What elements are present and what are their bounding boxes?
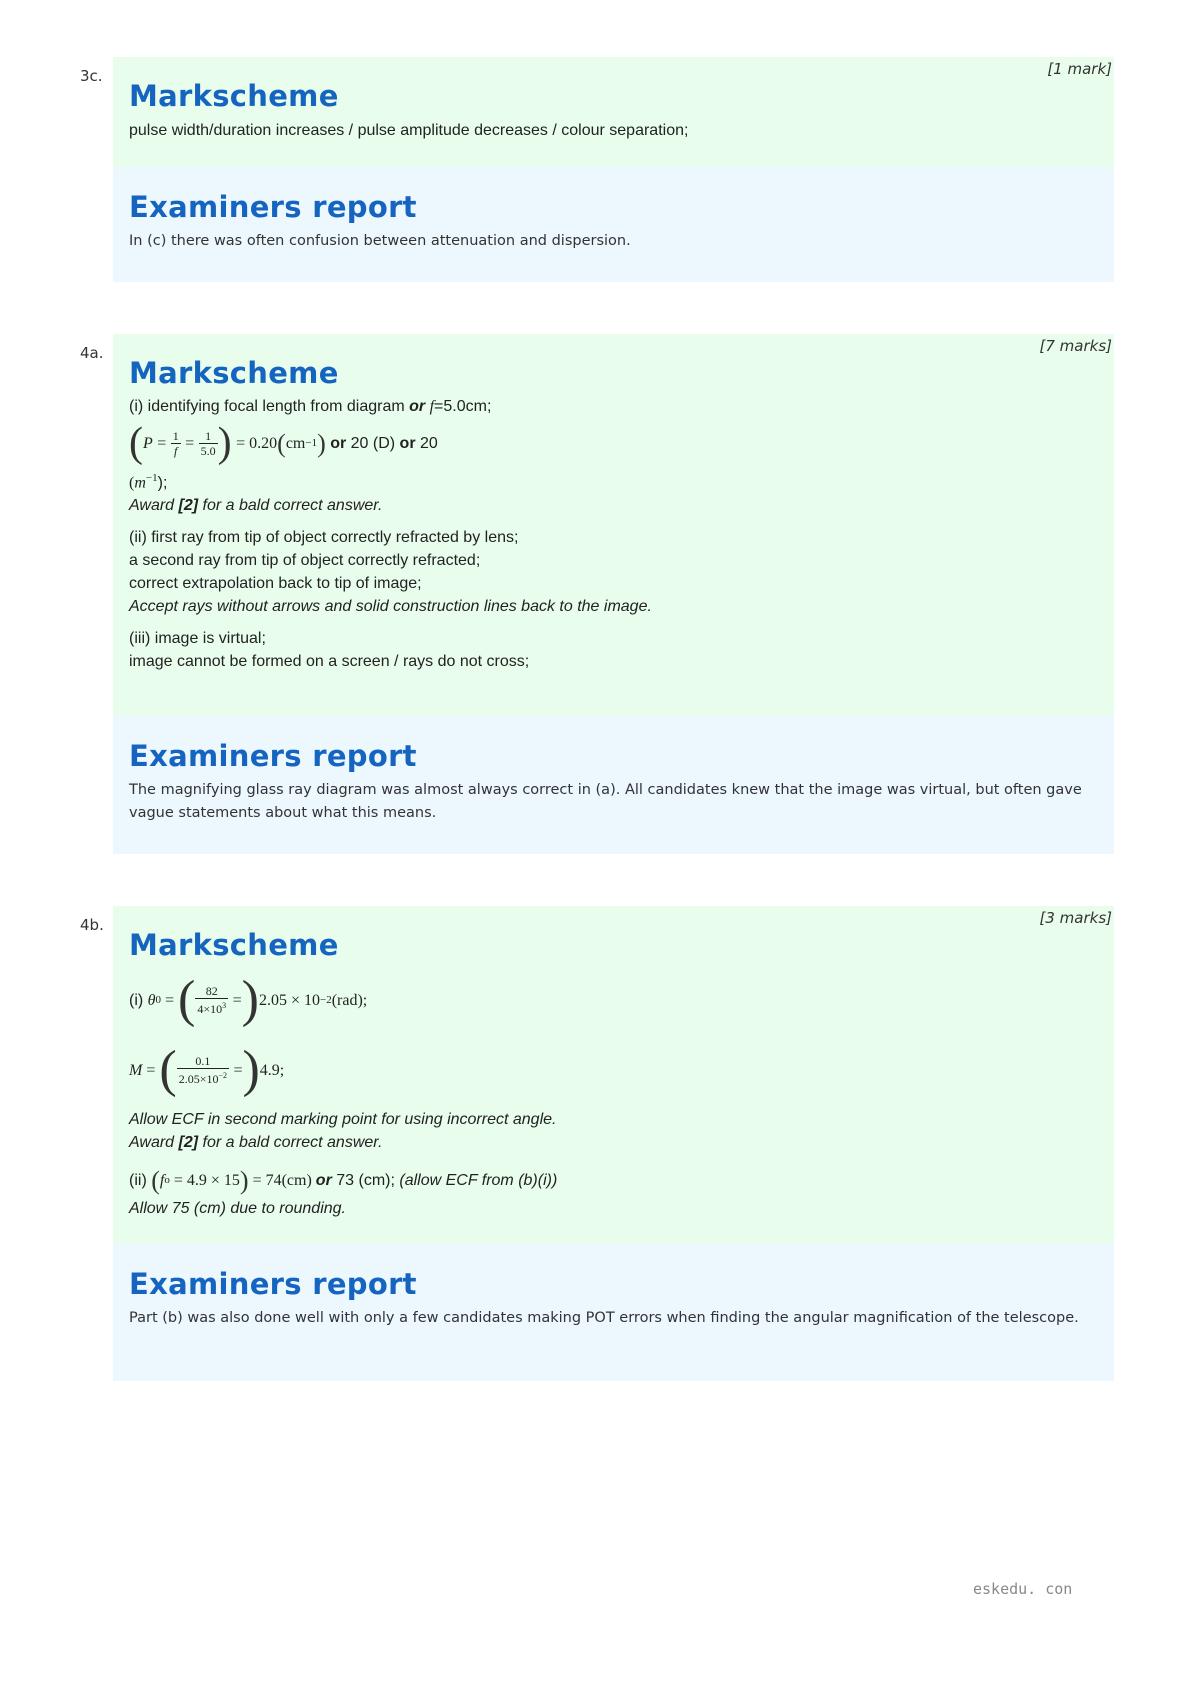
markscheme-4a <box>113 334 1114 716</box>
markscheme-heading: Markscheme <box>129 79 339 113</box>
markscheme-line: (i) identifying focal length from diagram or f=5.0cm; <box>129 398 492 415</box>
markscheme-text: pulse width/duration increases / pulse amplitude decreases / colour separation; <box>129 122 689 139</box>
examiners-report-3c <box>113 167 1114 282</box>
marks-4a: [7 marks] <box>1039 337 1112 355</box>
markscheme-heading: Markscheme <box>129 356 339 390</box>
part-ii-line: a second ray from tip of object correctly refracted; <box>129 552 481 570</box>
markscheme-4b <box>113 906 1114 1244</box>
markscheme-heading: Markscheme <box>129 928 339 962</box>
question-number-4a: 4a. <box>80 344 104 362</box>
examiners-report-text: In (c) there was often confusion between attenuation and dispersion. <box>129 233 631 249</box>
allow-note: Allow 75 (cm) due to rounding. <box>129 1200 346 1217</box>
unit-line: $(m^{-1})$; <box>129 472 168 492</box>
question-number-3c: 3c. <box>80 67 103 85</box>
equation-theta: (i) θ 0 = ( $\frac{82}{4\times 10^3}$ = ) 2.05 × 10 −2 (rad); <box>129 971 368 1028</box>
examiners-report-text: Part (b) was also done well with only a few candidates making POT errors when finding the angular magnification of the telescope. <box>129 1310 1079 1326</box>
equation-power: ( P = $\frac{1}{f}$ = $\frac{1}{5.0}$ ) = 0.20 ( cm −1 ) or 20 (D) or 20 <box>129 420 438 466</box>
question-number-4b: 4b. <box>80 916 104 934</box>
examiners-report-4a <box>113 716 1114 854</box>
marks-3c: [1 mark] <box>1047 60 1112 78</box>
award-note: Award [2] for a bald correct answer. <box>129 497 383 515</box>
equation-magnification: M = ( $\frac{0.1}{2.05\times 10^{-2}}$ = ) 4.9; <box>129 1041 285 1098</box>
part-ii-note: Accept rays without arrows and solid construction lines back to the image. <box>129 598 652 616</box>
examiners-report-heading: Examiners report <box>129 190 417 224</box>
part-ii-line: (ii) first ray from tip of object correctly refracted by lens; <box>129 529 519 547</box>
footer-site: eskedu. con <box>973 1580 1073 1598</box>
allow-note: Allow ECF in second marking point for using incorrect angle. <box>129 1111 557 1128</box>
part-ii-line: (ii) ( f o = 4.9 × 15 ) = 74(cm) or 73 (cm); (allow ECF from (b)(i)) <box>129 1165 558 1195</box>
part-ii-line: correct extrapolation back to tip of image; <box>129 575 422 593</box>
examiners-report-4b <box>113 1244 1114 1381</box>
examiners-report-text: The magnifying glass ray diagram was almost always correct in (a). All candidates knew that the image was virtual, but often gave vague statements about what this means. <box>129 782 1082 821</box>
marks-4b: [3 marks] <box>1039 909 1112 927</box>
markscheme-3c <box>113 57 1114 167</box>
examiners-report-heading: Examiners report <box>129 739 417 773</box>
part-iii-line: image cannot be formed on a screen / rays do not cross; <box>129 653 530 671</box>
part-iii-line: (iii) image is virtual; <box>129 630 266 648</box>
award-note: Award [2] for a bald correct answer. <box>129 1134 383 1151</box>
examiners-report-heading: Examiners report <box>129 1267 417 1301</box>
